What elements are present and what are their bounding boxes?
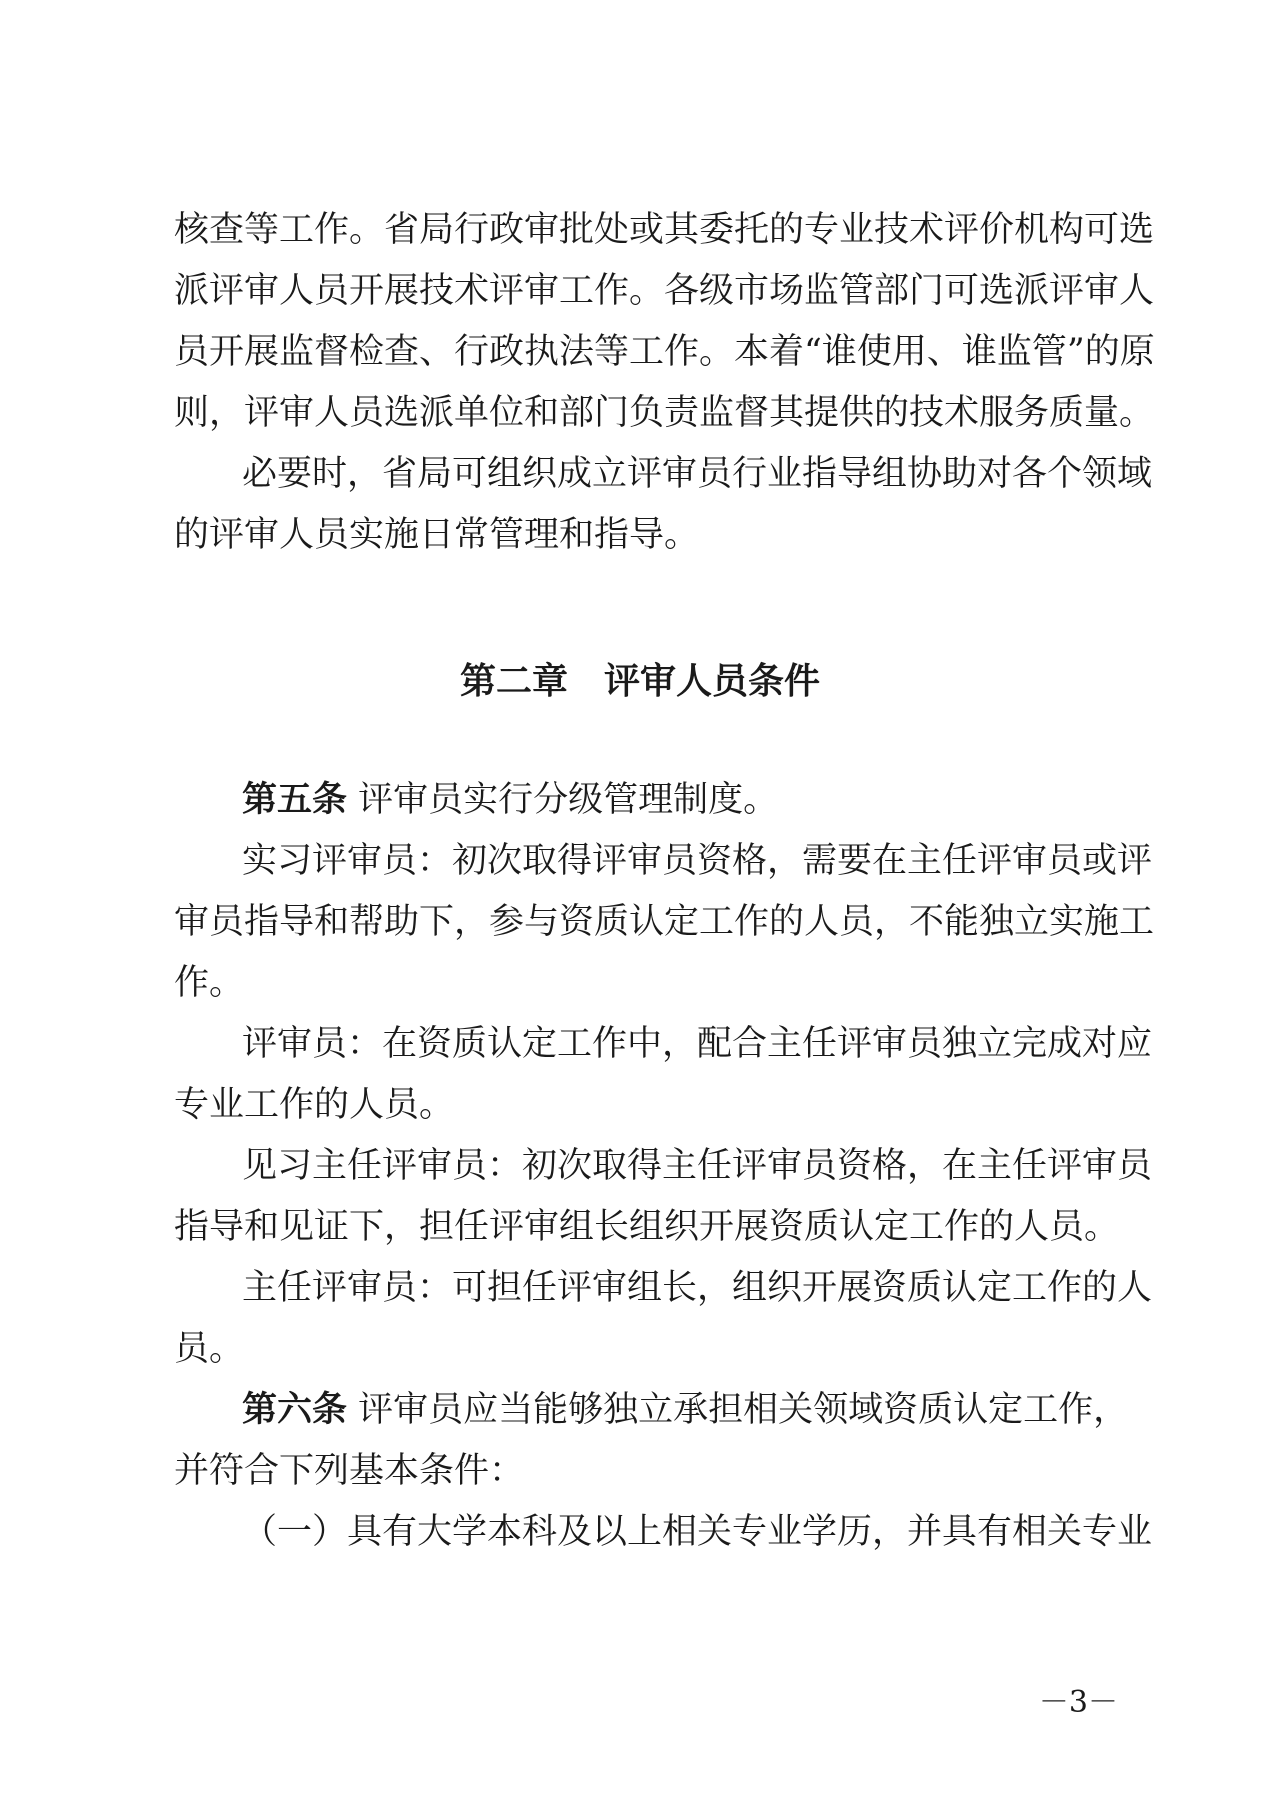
paragraph-line: 必要时，省局可组织成立评审员行业指导组协助对各个领域 xyxy=(242,454,1153,494)
paragraph-line: 派评审人员开展技术评审工作。各级市场监管部门可选派评审人 xyxy=(174,271,1155,311)
article-5-line xyxy=(242,770,1114,830)
paragraph-line: 员开展监督检查、行政执法等工作。本着“谁使用、谁监管”的原 xyxy=(174,332,1155,372)
article-5-text: 评审员实行分级管理制度。 xyxy=(358,780,779,820)
paragraph-line: 专业工作的人员。 xyxy=(174,1085,455,1125)
page-number: －3－ xyxy=(1038,1685,1118,1720)
paragraph-line: 并符合下列基本条件： xyxy=(174,1451,525,1491)
paragraph-line: 指导和见证下，担任评审组长组织开展资质认定工作的人员。 xyxy=(174,1207,1120,1247)
paragraph-line: 实习评审员：初次取得评审员资格，需要在主任评审员或评 xyxy=(242,841,1153,881)
article-5-label: 第五条 xyxy=(242,780,348,820)
paragraph-line: 则，评审人员选派单位和部门负责监督其提供的技术服务质量。 xyxy=(174,393,1155,433)
article-6-line xyxy=(242,1380,1129,1440)
paragraph-line: 作。 xyxy=(174,963,245,1003)
chapter-title: 第二章 评审人员条件 xyxy=(459,661,820,702)
paragraph-line: 核查等工作。省局行政审批处或其委托的专业技术评价机构可选 xyxy=(174,210,1155,250)
paragraph-line: 评审员：在资质认定工作中，配合主任评审员独立完成对应 xyxy=(242,1024,1153,1064)
article-6-label: 第六条 xyxy=(242,1390,348,1430)
article-6-text: 评审员应当能够独立承担相关领域资质认定工作， xyxy=(358,1390,1129,1430)
paragraph-line: 主任评审员：可担任评审组长，组织开展资质认定工作的人 xyxy=(242,1268,1153,1308)
paragraph-line: 的评审人员实施日常管理和指导。 xyxy=(174,515,700,555)
paragraph-line: 见习主任评审员：初次取得主任评审员资格，在主任评审员 xyxy=(242,1146,1153,1186)
paragraph-line: 审员指导和帮助下，参与资质认定工作的人员，不能独立实施工 xyxy=(174,902,1155,942)
paragraph-line: 员。 xyxy=(174,1329,245,1369)
paragraph-line: （一）具有大学本科及以上相关专业学历，并具有相关专业 xyxy=(242,1512,1153,1552)
